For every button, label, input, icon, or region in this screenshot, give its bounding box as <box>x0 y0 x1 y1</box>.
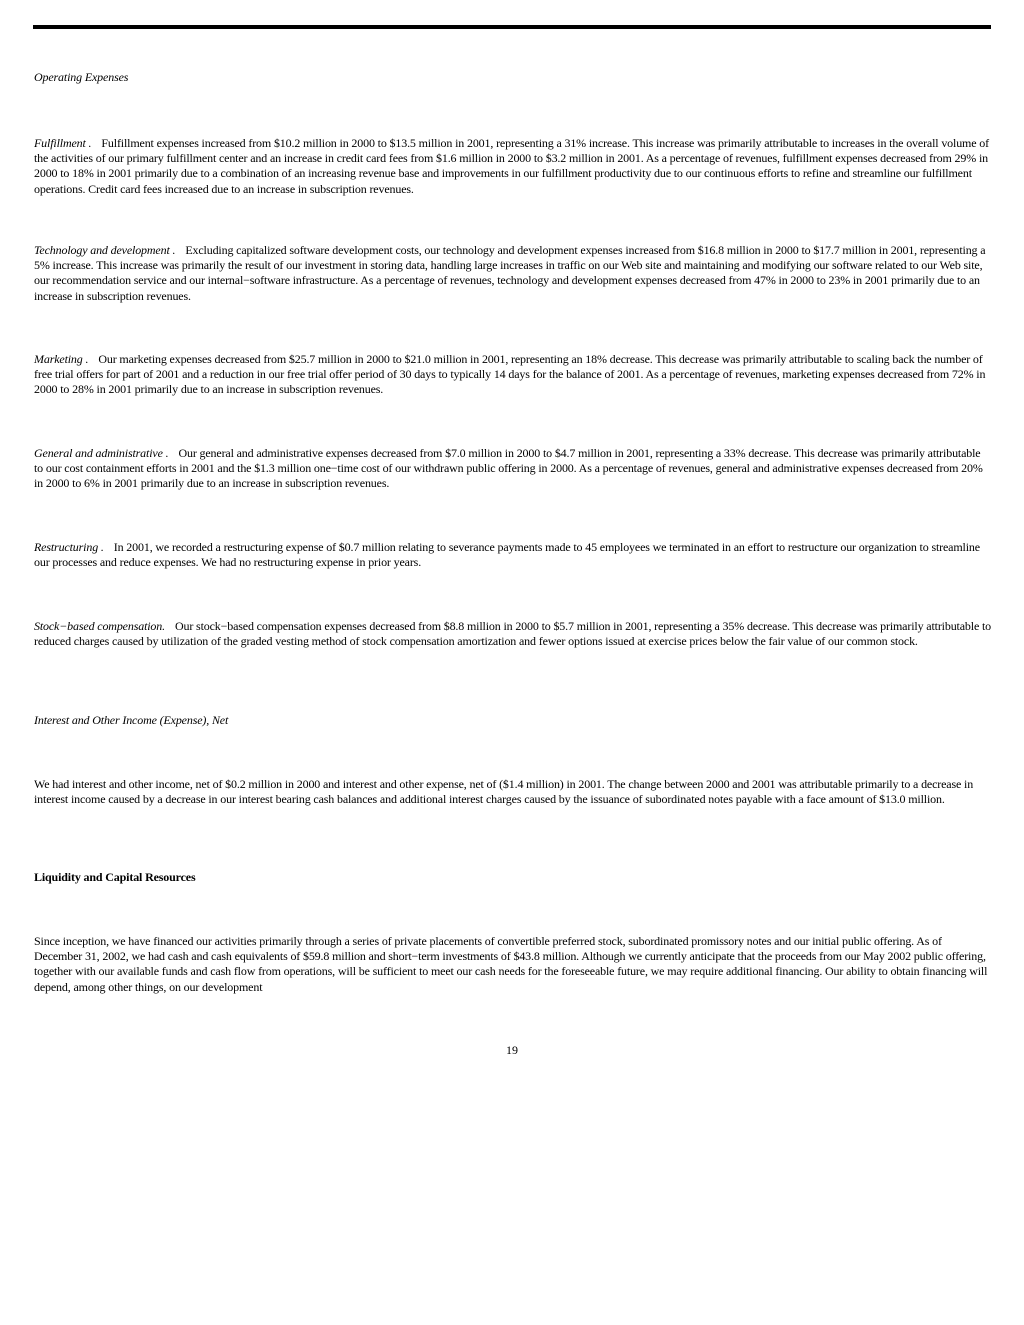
lead-fulfillment: Fulfillment . <box>34 136 92 150</box>
page-number: 19 <box>506 1043 518 1057</box>
paragraph-fulfillment: Fulfillment . Fulfillment expenses increased from $10.2 million in 2000 to $13.5 million in 2001, representing a 31% increase. This increase was primarily attributable to increases in the overall volume of the activities of our primary fulfillment center and an increase in credit card fees from $1.6 million in 2000 to $3.2 million in 2001. As a percentage of revenues, fulfillment expenses decreased from 29% in 2000 to 18% in 2001 primarily due to a combination of an increasing revenue base and improvements in our fulfillment productivity due to our continuous efforts to refine and streamline our fulfillment operations. Credit card fees increased due to an increase in subscription revenues. <box>34 136 989 196</box>
paragraph-stock-compensation: Stock−based compensation. Our stock−based compensation expenses decreased from $8.8 million in 2000 to $5.7 million in 2001, representing a 35% decrease. This decrease was primarily attributable to reduced charges caused by utilization of the graded vesting method of stock compensation amortization and fewer options issued at exercise prices below the fair value of our common stock. <box>34 619 992 649</box>
paragraph-interest: We had interest and other income, net of $0.2 million in 2000 and interest and other expense, net of ($1.4 million) in 2001. The change between 2000 and 2001 was attributable primarily to a decrease in interest income caused by a decrease in our interest bearing cash balances and additional interest charges caused by the issuance of subordinated notes payable with a face amount of $13.0 million. <box>34 777 974 807</box>
heading-liquidity: Liquidity and Capital Resources <box>34 870 196 884</box>
lead-general: General and administrative . <box>34 446 169 460</box>
lead-stock: Stock−based compensation. <box>34 619 165 633</box>
heading-operating-expenses: Operating Expenses <box>34 70 129 84</box>
lead-restructuring: Restructuring . <box>34 540 104 554</box>
top-rule <box>33 25 991 29</box>
heading-interest-other: Interest and Other Income (Expense), Net <box>34 713 229 727</box>
paragraph-liquidity: Since inception, we have financed our activities primarily through a series of private placements of convertible preferred stock, subordinated promissory notes and our initial public offering. As of December 31, 2002, we had cash and cash equivalents of $59.8 million and short−term investments of $43.8 million. Although we currently anticipate that the proceeds from our May 2002 public offering, together with our available funds and cash flow from operations, will be sufficient to meet our cash needs for the foreseeable future, we may require additional financing. Our ability to obtain financing will depend, among other things, on our development <box>34 934 988 994</box>
paragraph-general: General and administrative . Our general and administrative expenses decreased from $7.0 million in 2000 to $4.7 million in 2001, representing a 33% decrease. This decrease was primarily attributable to our cost containment efforts in 2001 and the $1.3 million one−time cost of our withdrawn public offering in 2000. As a percentage of revenues, general and administrative expenses decreased from 20% in 2000 to 6% in 2001 primarily due to an increase in subscription revenues. <box>34 446 983 491</box>
paragraph-marketing: Marketing . Our marketing expenses decreased from $25.7 million in 2000 to $21.0 million in 2001, representing an 18% decrease. This decrease was primarily attributable to scaling back the number of free trial offers for part of 2001 and a reduction in our free trial offer period of 30 days to typically 14 days for the balance of 2001. As a percentage of revenues, marketing expenses decreased from 72% in 2000 to 28% in 2001 primarily due to an increase in subscription revenues. <box>34 352 986 397</box>
paragraph-technology: Technology and development . Excluding capitalized software development costs, our technology and development expenses increased from $16.8 million in 2000 to $17.7 million in 2001, representing a 5% increase. This increase was primarily the result of our investment in storing data, handling large increases in traffic on our Web site and maintaining and modifying our software related to our Web site, our recommendation service and our internal−software infrastructure. As a percentage of revenues, technology and development expenses decreased from 47% in 2000 to 23% in 2001 primarily due to an increase in subscription revenues. <box>34 243 986 303</box>
paragraph-restructuring: Restructuring . In 2001, we recorded a restructuring expense of $0.7 million relating to severance payments made to 45 employees we terminated in an effort to restructure our organization to streamline our processes and reduce expenses. We had no restructuring expense in prior years. <box>34 540 980 570</box>
lead-marketing: Marketing . <box>34 352 89 366</box>
lead-technology: Technology and development . <box>34 243 176 257</box>
